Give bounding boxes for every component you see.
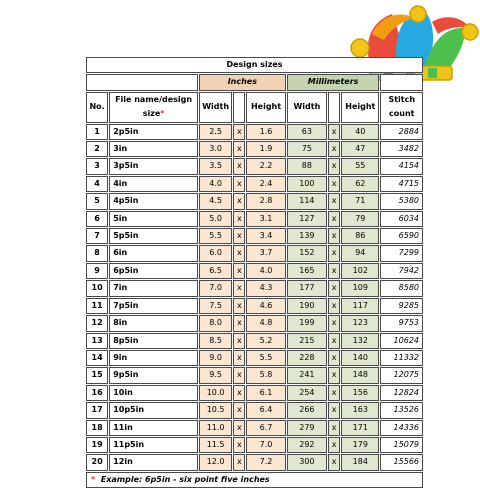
row-mm-height: 179: [341, 437, 379, 453]
row-inch-width: 3.5: [199, 158, 232, 174]
row-mm-height: 140: [341, 350, 379, 366]
row-stitch-count: 15079: [380, 437, 423, 453]
mm-width-header: Width: [287, 92, 327, 123]
row-mm-times: x: [328, 211, 340, 227]
row-mm-width: 190: [287, 298, 327, 314]
table-row: [86, 141, 423, 157]
header-spacer: [380, 74, 423, 90]
row-stitch-count: 5380: [380, 193, 423, 209]
row-inch-height: 3.7: [246, 245, 285, 261]
row-file-name: 9in: [109, 350, 198, 366]
row-inch-times: x: [233, 245, 245, 261]
row-stitch-count: 2884: [380, 124, 423, 140]
row-file-name: 8in: [109, 315, 198, 331]
design-sizes-table: [85, 56, 424, 489]
table-row: [86, 420, 423, 436]
row-mm-width: 254: [287, 385, 327, 401]
row-inch-width: 3.0: [199, 141, 232, 157]
millimeters-group-header: Millimeters: [287, 74, 380, 90]
row-file-name: 12in: [109, 454, 198, 470]
row-file-name: 10in: [109, 385, 198, 401]
table-row: [86, 176, 423, 192]
row-file-name: 6in: [109, 245, 198, 261]
row-inch-height: 1.6: [246, 124, 285, 140]
table-row: [86, 193, 423, 209]
row-stitch-count: 3482: [380, 141, 423, 157]
row-file-name: 11in: [109, 420, 198, 436]
row-inch-width: 11.0: [199, 420, 232, 436]
row-inch-height: 3.4: [246, 228, 285, 244]
table-row: [86, 158, 423, 174]
row-mm-times: x: [328, 367, 340, 383]
row-number: 19: [86, 437, 108, 453]
table-row: [86, 385, 423, 401]
row-mm-times: x: [328, 315, 340, 331]
row-inch-times: x: [233, 193, 245, 209]
row-mm-times: x: [328, 385, 340, 401]
row-mm-width: 279: [287, 420, 327, 436]
row-inch-height: 6.7: [246, 420, 285, 436]
row-stitch-count: 14336: [380, 420, 423, 436]
row-inch-height: 4.8: [246, 315, 285, 331]
row-mm-times: x: [328, 298, 340, 314]
row-inch-height: 7.2: [246, 454, 285, 470]
table-caption: Design sizes: [86, 57, 423, 73]
row-mm-width: 266: [287, 402, 327, 418]
row-number: 4: [86, 176, 108, 192]
row-inch-width: 8.5: [199, 333, 232, 349]
row-inch-times: x: [233, 350, 245, 366]
mm-height-header: Height: [341, 92, 379, 123]
row-inch-height: 4.3: [246, 280, 285, 296]
row-mm-times: x: [328, 141, 340, 157]
row-stitch-count: 6590: [380, 228, 423, 244]
row-inch-times: x: [233, 124, 245, 140]
header-gap: [328, 92, 340, 123]
row-mm-height: 86: [341, 228, 379, 244]
row-inch-times: x: [233, 228, 245, 244]
row-number: 15: [86, 367, 108, 383]
row-number: 3: [86, 158, 108, 174]
row-inch-width: 6.5: [199, 263, 232, 279]
table-row: [86, 211, 423, 227]
row-number: 1: [86, 124, 108, 140]
row-mm-width: 127: [287, 211, 327, 227]
row-mm-height: 171: [341, 420, 379, 436]
row-file-name: 4in: [109, 176, 198, 192]
row-inch-width: 11.5: [199, 437, 232, 453]
row-inch-times: x: [233, 367, 245, 383]
row-number: 11: [86, 298, 108, 314]
row-file-name: 9p5in: [109, 367, 198, 383]
row-inch-times: x: [233, 263, 245, 279]
row-inch-height: 2.2: [246, 158, 285, 174]
row-inch-width: 5.0: [199, 211, 232, 227]
row-inch-width: 7.0: [199, 280, 232, 296]
row-number: 2: [86, 141, 108, 157]
footnote-mark: *: [91, 474, 96, 484]
inches-group-header: Inches: [199, 74, 286, 90]
row-inch-times: x: [233, 141, 245, 157]
row-inch-width: 10.5: [199, 402, 232, 418]
row-file-name: 8p5in: [109, 333, 198, 349]
row-mm-width: 114: [287, 193, 327, 209]
row-number: 8: [86, 245, 108, 261]
row-mm-width: 63: [287, 124, 327, 140]
row-file-name: 6p5in: [109, 263, 198, 279]
row-mm-height: 71: [341, 193, 379, 209]
table-row: [86, 124, 423, 140]
row-mm-width: 215: [287, 333, 327, 349]
row-inch-height: 3.1: [246, 211, 285, 227]
row-mm-times: x: [328, 333, 340, 349]
row-mm-height: 156: [341, 385, 379, 401]
row-mm-height: 55: [341, 158, 379, 174]
row-mm-times: x: [328, 193, 340, 209]
row-inch-times: x: [233, 437, 245, 453]
row-mm-times: x: [328, 280, 340, 296]
row-number: 18: [86, 420, 108, 436]
row-file-name: 3in: [109, 141, 198, 157]
stitch-count-header: Stitch count: [380, 92, 423, 123]
no-column-header: No.: [86, 92, 108, 123]
row-mm-width: 152: [287, 245, 327, 261]
row-mm-width: 139: [287, 228, 327, 244]
footnote-text: Example: 6p5in - six point five inches: [100, 474, 270, 484]
row-mm-times: x: [328, 245, 340, 261]
table-row: [86, 280, 423, 296]
row-inch-times: x: [233, 158, 245, 174]
row-inch-width: 5.5: [199, 228, 232, 244]
row-mm-height: 102: [341, 263, 379, 279]
row-inch-height: 1.9: [246, 141, 285, 157]
row-file-name: 11p5in: [109, 437, 198, 453]
row-mm-width: 75: [287, 141, 327, 157]
table-row: [86, 350, 423, 366]
row-inch-width: 12.0: [199, 454, 232, 470]
design-sizes-sheet: [85, 56, 424, 489]
row-mm-times: x: [328, 263, 340, 279]
row-file-name: 7p5in: [109, 298, 198, 314]
row-number: 13: [86, 333, 108, 349]
table-row: [86, 298, 423, 314]
row-number: 7: [86, 228, 108, 244]
row-number: 14: [86, 350, 108, 366]
row-stitch-count: 6034: [380, 211, 423, 227]
row-number: 17: [86, 402, 108, 418]
row-mm-height: 47: [341, 141, 379, 157]
row-mm-times: x: [328, 350, 340, 366]
row-mm-width: 177: [287, 280, 327, 296]
header-spacer: [86, 74, 198, 90]
row-mm-height: 163: [341, 402, 379, 418]
row-mm-width: 165: [287, 263, 327, 279]
row-stitch-count: 4715: [380, 176, 423, 192]
row-mm-times: x: [328, 176, 340, 192]
row-inch-height: 6.4: [246, 402, 285, 418]
row-number: 12: [86, 315, 108, 331]
row-inch-width: 6.0: [199, 245, 232, 261]
row-inch-height: 5.8: [246, 367, 285, 383]
row-inch-height: 5.2: [246, 333, 285, 349]
row-mm-height: 132: [341, 333, 379, 349]
row-inch-width: 8.0: [199, 315, 232, 331]
file-name-header-text: File name/design size: [115, 94, 193, 119]
row-inch-times: x: [233, 385, 245, 401]
row-inch-width: 9.0: [199, 350, 232, 366]
row-mm-height: 148: [341, 367, 379, 383]
row-number: 20: [86, 454, 108, 470]
row-inch-width: 7.5: [199, 298, 232, 314]
row-mm-times: x: [328, 402, 340, 418]
row-file-name: 10p5in: [109, 402, 198, 418]
row-mm-height: 184: [341, 454, 379, 470]
row-inch-times: x: [233, 176, 245, 192]
row-number: 5: [86, 193, 108, 209]
row-mm-width: 292: [287, 437, 327, 453]
row-inch-height: 4.0: [246, 263, 285, 279]
header-gap: [233, 92, 245, 123]
row-stitch-count: 9753: [380, 315, 423, 331]
row-mm-height: 79: [341, 211, 379, 227]
row-mm-times: x: [328, 124, 340, 140]
row-mm-width: 88: [287, 158, 327, 174]
row-file-name: 4p5in: [109, 193, 198, 209]
row-mm-times: x: [328, 228, 340, 244]
table-row: [86, 245, 423, 261]
row-inch-height: 4.6: [246, 298, 285, 314]
row-inch-times: x: [233, 420, 245, 436]
row-inch-width: 10.0: [199, 385, 232, 401]
row-file-name: 3p5in: [109, 158, 198, 174]
row-inch-times: x: [233, 298, 245, 314]
row-stitch-count: 7942: [380, 263, 423, 279]
row-stitch-count: 7299: [380, 245, 423, 261]
row-mm-height: 123: [341, 315, 379, 331]
inch-width-header: Width: [199, 92, 232, 123]
row-stitch-count: 15566: [380, 454, 423, 470]
row-stitch-count: 11332: [380, 350, 423, 366]
row-inch-width: 2.5: [199, 124, 232, 140]
table-row: [86, 263, 423, 279]
row-mm-height: 117: [341, 298, 379, 314]
row-mm-height: 62: [341, 176, 379, 192]
row-number: 10: [86, 280, 108, 296]
row-mm-width: 300: [287, 454, 327, 470]
row-number: 6: [86, 211, 108, 227]
row-inch-height: 2.4: [246, 176, 285, 192]
row-file-name: 2p5in: [109, 124, 198, 140]
table-row: [86, 437, 423, 453]
table-row: [86, 315, 423, 331]
row-inch-times: x: [233, 280, 245, 296]
row-inch-height: 6.1: [246, 385, 285, 401]
row-inch-times: x: [233, 315, 245, 331]
row-mm-width: 241: [287, 367, 327, 383]
table-row: [86, 367, 423, 383]
row-stitch-count: 9285: [380, 298, 423, 314]
file-name-column-header: [109, 92, 198, 123]
inch-height-header: Height: [246, 92, 285, 123]
row-mm-times: x: [328, 437, 340, 453]
table-row: [86, 228, 423, 244]
row-inch-times: x: [233, 402, 245, 418]
row-stitch-count: 12824: [380, 385, 423, 401]
asterisk-mark: *: [160, 109, 165, 119]
row-stitch-count: 4154: [380, 158, 423, 174]
table-row: [86, 402, 423, 418]
row-number: 9: [86, 263, 108, 279]
row-mm-times: x: [328, 158, 340, 174]
row-number: 16: [86, 385, 108, 401]
row-stitch-count: 10624: [380, 333, 423, 349]
row-inch-times: x: [233, 211, 245, 227]
row-mm-width: 100: [287, 176, 327, 192]
row-inch-times: x: [233, 454, 245, 470]
table-row: [86, 333, 423, 349]
row-inch-width: 4.0: [199, 176, 232, 192]
row-mm-width: 199: [287, 315, 327, 331]
row-mm-height: 94: [341, 245, 379, 261]
row-mm-times: x: [328, 420, 340, 436]
row-stitch-count: 13526: [380, 402, 423, 418]
row-mm-times: x: [328, 454, 340, 470]
row-stitch-count: 12075: [380, 367, 423, 383]
row-inch-width: 4.5: [199, 193, 232, 209]
row-inch-height: 2.8: [246, 193, 285, 209]
row-file-name: 7in: [109, 280, 198, 296]
row-inch-height: 5.5: [246, 350, 285, 366]
row-file-name: 5in: [109, 211, 198, 227]
row-file-name: 5p5in: [109, 228, 198, 244]
row-mm-height: 109: [341, 280, 379, 296]
table-row: [86, 454, 423, 470]
row-mm-width: 228: [287, 350, 327, 366]
row-stitch-count: 8580: [380, 280, 423, 296]
row-mm-height: 40: [341, 124, 379, 140]
row-inch-height: 7.0: [246, 437, 285, 453]
row-inch-times: x: [233, 333, 245, 349]
row-inch-width: 9.5: [199, 367, 232, 383]
